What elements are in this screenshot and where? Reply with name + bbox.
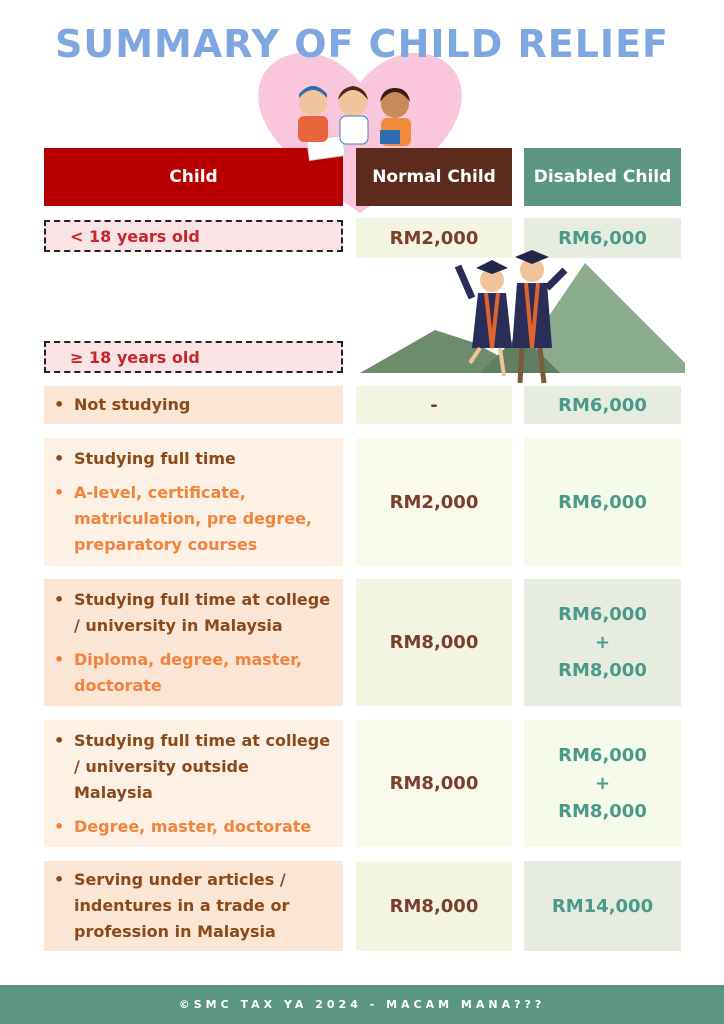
plus-sign: + — [594, 772, 611, 794]
amount-line: RM8,000 — [558, 659, 647, 681]
list-item: • Serving under articles / indentures in a trade or profession in Malaysia — [74, 867, 331, 945]
under-18-normal: RM2,000 — [356, 218, 512, 258]
row-articles-normal: RM8,000 — [356, 861, 512, 951]
header-disabled-child: Disabled Child — [524, 148, 681, 206]
amount-line: RM6,000 — [558, 744, 647, 766]
list-item: • Studying full time at college / university outside Malaysia — [74, 728, 331, 806]
list-item: • Studying full time at college / university in Malaysia — [74, 587, 331, 639]
row-outside-malaysia-disabled — [524, 720, 681, 847]
row-articles-desc — [44, 861, 343, 951]
under-18-disabled: RM6,000 — [524, 218, 681, 258]
list-item: • Studying full time — [74, 446, 331, 472]
row-not-studying-desc — [44, 386, 343, 424]
row-outside-malaysia-normal: RM8,000 — [356, 720, 512, 847]
header-child: Child — [44, 148, 343, 206]
under-18-label: < 18 years old — [44, 220, 343, 252]
row-malaysia-normal: RM8,000 — [356, 579, 512, 706]
row-full-time-disabled: RM6,000 — [524, 438, 681, 566]
row-malaysia-desc — [44, 579, 343, 706]
page-title: SUMMARY OF CHILD RELIEF — [55, 22, 669, 66]
amount-line: RM6,000 — [558, 603, 647, 625]
over-18-label: ≥ 18 years old — [44, 341, 343, 373]
row-malaysia-disabled — [524, 579, 681, 706]
row-outside-malaysia-desc — [44, 720, 343, 847]
list-item: • Not studying — [74, 392, 331, 418]
list-item: • Degree, master, doctorate — [74, 814, 331, 840]
amount-line: RM8,000 — [558, 800, 647, 822]
plus-sign: + — [594, 631, 611, 653]
row-not-studying-normal: - — [356, 386, 512, 424]
row-articles-disabled: RM14,000 — [524, 861, 681, 951]
footer: ©SMC TAX YA 2024 - MACAM MANA??? — [0, 985, 724, 1024]
list-item: • Diploma, degree, master, doctorate — [74, 647, 331, 699]
row-full-time-normal: RM2,000 — [356, 438, 512, 566]
children-illustration — [268, 80, 438, 165]
header-normal-child: Normal Child — [356, 148, 512, 206]
list-item: • A-level, certificate, matriculation, pre degree, preparatory courses — [74, 480, 331, 558]
row-not-studying-disabled: RM6,000 — [524, 386, 681, 424]
graduates-illustration — [360, 238, 685, 393]
row-full-time-desc — [44, 438, 343, 566]
